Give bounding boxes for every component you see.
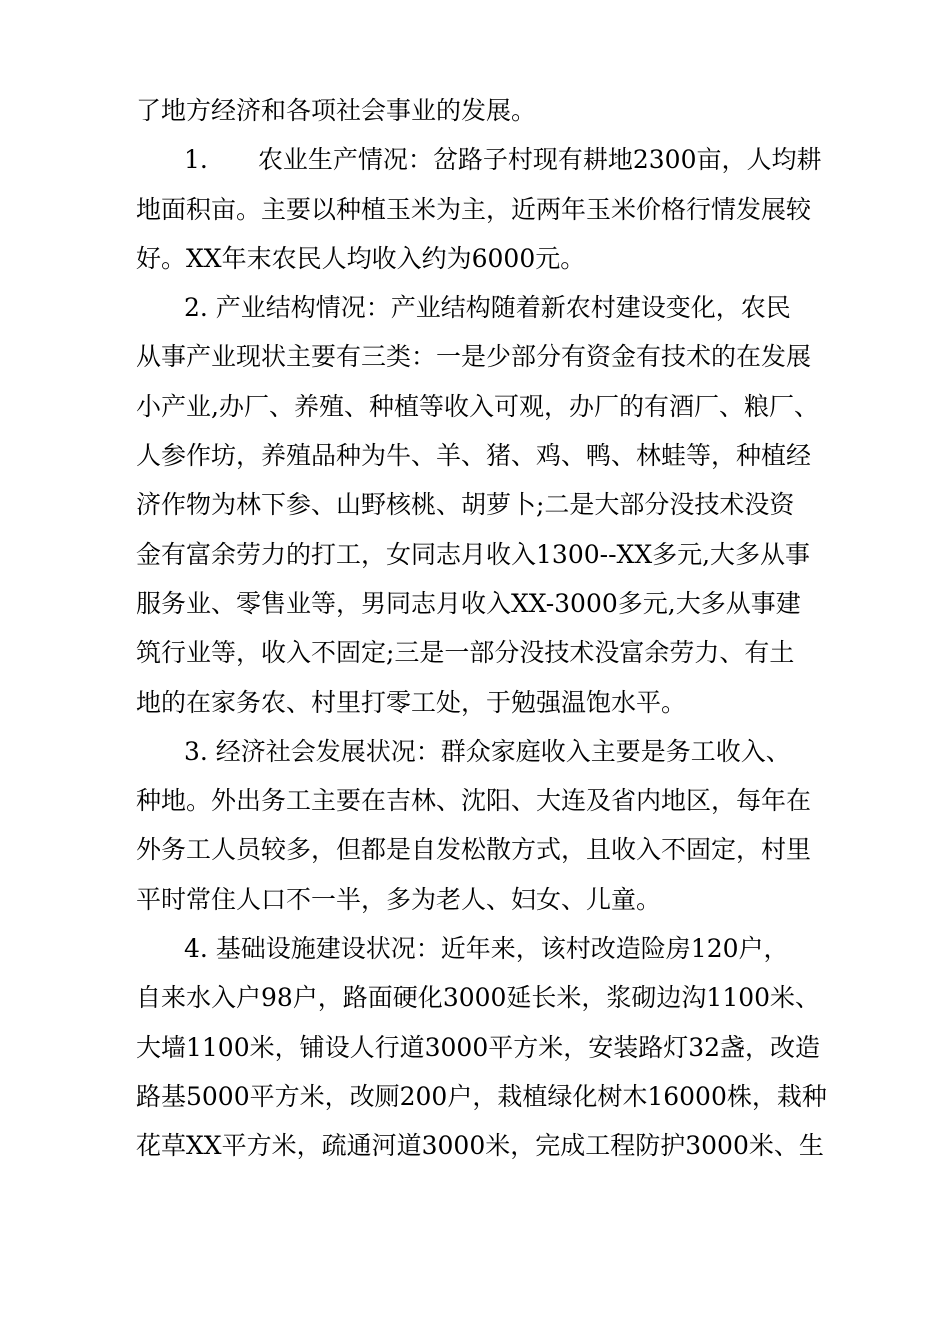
text-line: 小产业,办厂、养殖、种植等收入可观，办厂的有酒厂、粮厂、 [136, 391, 819, 421]
text-line: 地的在家务农、村里打零工处，于勉强温饱水平。 [136, 687, 687, 717]
text-line: 4. 基础设施建设状况：近年来，该村改造险房120户， [184, 934, 789, 964]
text-line: 路基5000平方米，改厕200户，栽植绿化树木16000株，栽种 [136, 1081, 827, 1111]
text-line: 人参作坊，养殖品种为牛、羊、猪、鸡、鸭、林蛙等，种植经 [136, 441, 812, 471]
text-line: 从事产业现状主要有三类：一是少部分有资金有技术的在发展 [136, 342, 812, 372]
body-text [136, 86, 836, 1171]
text-line: 3. 经济社会发展状况：群众家庭收入主要是务工收入、 [184, 736, 791, 766]
text-line: 大墙1100米，铺设人行道3000平方米，安装路灯32盏，改造 [136, 1032, 821, 1062]
text-line: 济作物为林下参、山野核桃、胡萝卜;二是大部分没技术没资 [136, 490, 795, 520]
text-line: 2. 产业结构情况：产业结构随着新农村建设变化，农民 [184, 293, 791, 323]
text-line: 平时常住人口不一半，多为老人、妇女、儿童。 [136, 884, 662, 914]
text-line: 花草XX平方米，疏通河道3000米，完成工程防护3000米、生 [136, 1131, 824, 1161]
text-line: 外务工人员较多，但都是自发松散方式，且收入不固定，村里 [136, 835, 812, 865]
text-line: 自来水入户98户，路面硬化3000延长米，浆砌边沟1100米、 [136, 983, 821, 1013]
text-line: 金有富余劳力的打工，女同志月收入1300--XX多元,大多从事 [136, 539, 811, 569]
text-line: 好。XX年末农民人均收入约为6000元。 [136, 243, 586, 273]
text-line: 1. 农业生产情况：岔路子村现有耕地2300亩，人均耕 [184, 145, 822, 175]
text-line: 了地方经济和各项社会事业的发展。 [136, 96, 537, 125]
text-line: 筑行业等，收入不固定;三是一部分没技术没富余劳力、有土 [136, 638, 795, 668]
text-line: 服务业、零售业等，男同志月收入XX-3000多元,大多从事建 [136, 588, 801, 618]
text-line: 地面积亩。主要以种植玉米为主，近两年玉米价格行情发展较 [136, 194, 812, 224]
text-line: 种地。外出务工主要在吉林、沈阳、大连及省内地区，每年在 [136, 786, 812, 816]
